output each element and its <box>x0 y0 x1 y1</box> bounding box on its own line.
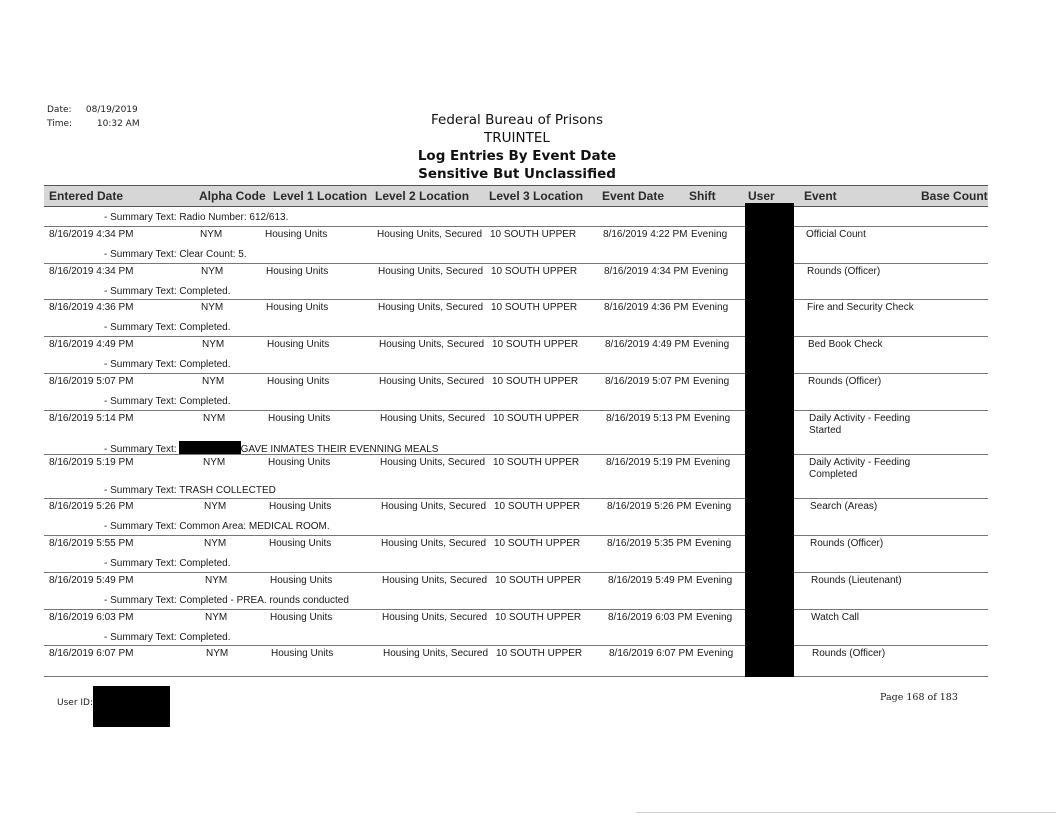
level3-location-cell: 10 SOUTH UPPER <box>494 501 581 512</box>
summary-text: - Summary Text: Radio Number: 612/613. <box>104 212 289 223</box>
alpha-code-cell: NYM <box>205 612 228 623</box>
level2-location-cell: Housing Units, Secured <box>382 575 488 586</box>
alpha-code-cell: NYM <box>200 229 223 240</box>
entered-date-cell: 8/16/2019 6:07 PM <box>49 648 134 659</box>
level1-location-cell: Housing Units <box>269 538 332 549</box>
summary-text <box>104 396 231 407</box>
summary-text <box>104 485 276 496</box>
level2-location-cell: Housing Units, Secured <box>378 266 484 277</box>
event-date-cell: 8/16/2019 5:35 PM <box>607 538 692 549</box>
entered-date-cell: 8/16/2019 5:49 PM <box>49 575 134 586</box>
shift-cell: Evening <box>692 266 729 277</box>
row-divider <box>44 373 988 374</box>
user-id-label: User ID: <box>57 698 93 708</box>
level2-location-cell: Housing Units, Secured <box>380 457 486 468</box>
summary-text <box>104 558 231 569</box>
level2-location-cell: Housing Units, Secured <box>379 339 485 350</box>
shift-cell: Evening <box>693 339 730 350</box>
entered-date-cell: 8/16/2019 5:07 PM <box>49 376 134 387</box>
alpha-code-cell: NYM <box>202 339 225 350</box>
print-time <box>47 119 140 129</box>
level2-location-cell: Housing Units, Secured <box>383 648 489 659</box>
summary-label: - Summary Text: Completed. <box>104 286 231 297</box>
shift-cell: Evening <box>695 501 732 512</box>
level1-location-cell: Housing Units <box>270 612 333 623</box>
col-level3-location: Level 3 Location <box>489 189 584 203</box>
level2-location-cell: Housing Units, Secured <box>378 302 484 313</box>
level2-location-cell: Housing Units, Secured <box>379 376 485 387</box>
alpha-code-cell: NYM <box>204 538 227 549</box>
row-divider <box>44 454 988 455</box>
classification: Sensitive But Unclassified <box>418 166 616 182</box>
user-redaction-bar <box>745 203 794 677</box>
level1-location-cell: Housing Units <box>268 413 331 424</box>
shift-cell: Evening <box>694 457 731 468</box>
col-event-date: Event Date <box>602 189 665 203</box>
event-cell: Watch Call <box>811 612 859 623</box>
row-divider <box>44 336 988 337</box>
alpha-code-cell: NYM <box>202 376 225 387</box>
level3-location-cell: 10 SOUTH UPPER <box>495 612 582 623</box>
level1-location-cell: Housing Units <box>267 376 330 387</box>
event-cell: Rounds (Officer) <box>807 266 881 277</box>
level3-location-cell: 10 SOUTH UPPER <box>491 302 578 313</box>
report-name: Log Entries By Event Date <box>417 148 617 164</box>
summary-label: - Summary Text: Completed. <box>104 396 231 407</box>
time-value: 10:32 AM <box>96 119 140 129</box>
level1-location-cell: Housing Units <box>266 266 329 277</box>
summary-text <box>104 595 349 606</box>
summary-label: - Summary Text: Completed - PREA. rounds conducted <box>104 595 349 606</box>
summary-detail: GAVE INMATES THEIR EVENNING MEALS <box>240 444 439 455</box>
event-date-cell: 8/16/2019 5:07 PM <box>605 376 690 387</box>
alpha-code-cell: NYM <box>201 302 224 313</box>
col-base-count: Base Count <box>921 189 988 203</box>
summary-label: - Summary Text: <box>104 444 177 455</box>
shift-cell: Evening <box>693 376 730 387</box>
summary-text <box>104 632 231 643</box>
event-date-cell: 8/16/2019 6:07 PM <box>609 648 694 659</box>
row-divider <box>44 676 988 677</box>
alpha-code-cell: NYM <box>203 457 226 468</box>
event-cell: Search (Areas) <box>810 501 878 512</box>
alpha-code-cell: NYM <box>201 266 224 277</box>
entered-date-cell: 8/16/2019 4:49 PM <box>49 339 134 350</box>
event-cell: Daily Activity - Feeding Started <box>809 413 911 436</box>
shift-cell: Evening <box>697 648 734 659</box>
date-value: 08/19/2019 <box>85 105 138 115</box>
level3-location-cell: 10 SOUTH UPPER <box>490 229 577 240</box>
summary-label: - Summary Text: Clear Count: 5. <box>104 249 247 260</box>
summary-label: - Summary Text: Common Area: MEDICAL ROOM. <box>104 521 330 532</box>
level2-location-cell: Housing Units, Secured <box>380 413 486 424</box>
summary-label: - Summary Text: Completed. <box>104 632 231 643</box>
level2-location-cell: Housing Units, Secured <box>377 229 483 240</box>
alpha-code-cell: NYM <box>204 501 227 512</box>
level3-location-cell: 10 SOUTH UPPER <box>491 266 578 277</box>
level3-location-cell: 10 SOUTH UPPER <box>496 648 583 659</box>
level1-location-cell: Housing Units <box>266 302 329 313</box>
row-divider <box>44 572 988 573</box>
system-name: TRUINTEL <box>484 130 550 146</box>
entered-date-cell: 8/16/2019 5:14 PM <box>49 413 134 424</box>
entered-date-cell: 8/16/2019 5:26 PM <box>49 501 134 512</box>
row-divider <box>44 535 988 536</box>
time-label: Time: <box>47 119 73 129</box>
summary-text <box>104 521 330 532</box>
summary-text <box>104 359 231 370</box>
event-cell: Rounds (Officer) <box>810 538 884 549</box>
level1-location-cell: Housing Units <box>270 575 333 586</box>
event-cell: Rounds (Officer) <box>808 376 882 387</box>
shift-cell: Evening <box>692 302 729 313</box>
row-divider <box>44 299 988 300</box>
row-divider <box>44 410 988 411</box>
summary-label: - Summary Text: Completed. <box>104 558 231 569</box>
page-number: Page 168 of 183 <box>880 692 958 703</box>
level1-location-cell: Housing Units <box>268 457 331 468</box>
event-date-cell: 8/16/2019 4:49 PM <box>605 339 690 350</box>
alpha-code-cell: NYM <box>206 648 229 659</box>
row-divider <box>44 498 988 499</box>
level2-location-cell: Housing Units, Secured <box>382 612 488 623</box>
event-cell: Daily Activity - Feeding Completed <box>809 457 911 480</box>
event-date-cell: 8/16/2019 4:34 PM <box>604 266 689 277</box>
event-cell: Official Count <box>806 229 866 240</box>
event-date-cell: 8/16/2019 5:26 PM <box>607 501 692 512</box>
level1-location-cell: Housing Units <box>265 229 328 240</box>
date-label: Date: <box>47 105 72 115</box>
column-header-row <box>44 185 988 207</box>
event-date-cell: 8/16/2019 4:36 PM <box>604 302 689 313</box>
level2-location-cell: Housing Units, Secured <box>381 538 487 549</box>
shift-cell: Evening <box>696 612 733 623</box>
col-level2-location: Level 2 Location <box>375 189 470 203</box>
event-cell: Fire and Security Check <box>807 302 914 313</box>
alpha-code-cell: NYM <box>203 413 226 424</box>
event-date-cell: 8/16/2019 4:22 PM <box>603 229 688 240</box>
level1-location-cell: Housing Units <box>267 339 330 350</box>
level1-location-cell: Housing Units <box>269 501 332 512</box>
level3-location-cell: 10 SOUTH UPPER <box>494 538 581 549</box>
shift-cell: Evening <box>694 413 731 424</box>
summary-text <box>104 441 438 455</box>
event-cell: Rounds (Officer) <box>812 648 886 659</box>
row-divider <box>44 645 988 646</box>
entered-date-cell: 8/16/2019 4:34 PM <box>49 266 134 277</box>
entered-date-cell: 8/16/2019 5:19 PM <box>49 457 134 468</box>
user-id-redaction <box>93 686 170 727</box>
col-user: User <box>748 189 775 203</box>
event-date-cell: 8/16/2019 6:03 PM <box>608 612 693 623</box>
alpha-code-cell: NYM <box>205 575 228 586</box>
level3-location-cell: 10 SOUTH UPPER <box>492 376 579 387</box>
summary-label: - Summary Text: Completed. <box>104 359 231 370</box>
entered-date-cell: 8/16/2019 4:36 PM <box>49 302 134 313</box>
event-date-cell: 8/16/2019 5:13 PM <box>606 413 691 424</box>
summary-text <box>104 322 231 333</box>
col-alpha-code: Alpha Code <box>199 189 266 203</box>
entered-date-cell: 8/16/2019 6:03 PM <box>49 612 134 623</box>
summary-text <box>104 286 231 297</box>
level3-location-cell: 10 SOUTH UPPER <box>492 339 579 350</box>
summary-text <box>104 249 247 260</box>
event-cell: Bed Book Check <box>808 339 883 350</box>
row-divider <box>44 263 988 264</box>
col-event: Event <box>804 189 837 203</box>
entered-date-cell: 8/16/2019 5:55 PM <box>49 538 134 549</box>
entered-date-cell: 8/16/2019 4:34 PM <box>49 229 134 240</box>
summary-label: - Summary Text: Completed. <box>104 322 231 333</box>
col-entered-date: Entered Date <box>49 189 124 203</box>
level3-location-cell: 10 SOUTH UPPER <box>493 457 580 468</box>
shift-cell: Evening <box>696 575 733 586</box>
level2-location-cell: Housing Units, Secured <box>381 501 487 512</box>
col-level1-location: Level 1 Location <box>273 189 368 203</box>
row-divider <box>44 226 988 227</box>
print-date <box>47 105 138 115</box>
name-redaction <box>179 441 241 455</box>
event-date-cell: 8/16/2019 5:19 PM <box>606 457 691 468</box>
agency-name: Federal Bureau of Prisons <box>431 112 603 128</box>
level1-location-cell: Housing Units <box>271 648 334 659</box>
scan-edge-line <box>636 812 1056 813</box>
shift-cell: Evening <box>691 229 728 240</box>
level3-location-cell: 10 SOUTH UPPER <box>495 575 582 586</box>
summary-label: - Summary Text: TRASH COLLECTED <box>104 485 276 496</box>
event-date-cell: 8/16/2019 5:49 PM <box>608 575 693 586</box>
shift-cell: Evening <box>695 538 732 549</box>
level3-location-cell: 10 SOUTH UPPER <box>493 413 580 424</box>
row-divider <box>44 609 988 610</box>
report-title <box>380 111 654 183</box>
col-shift: Shift <box>689 189 716 203</box>
event-cell: Rounds (Lieutenant) <box>811 575 902 586</box>
